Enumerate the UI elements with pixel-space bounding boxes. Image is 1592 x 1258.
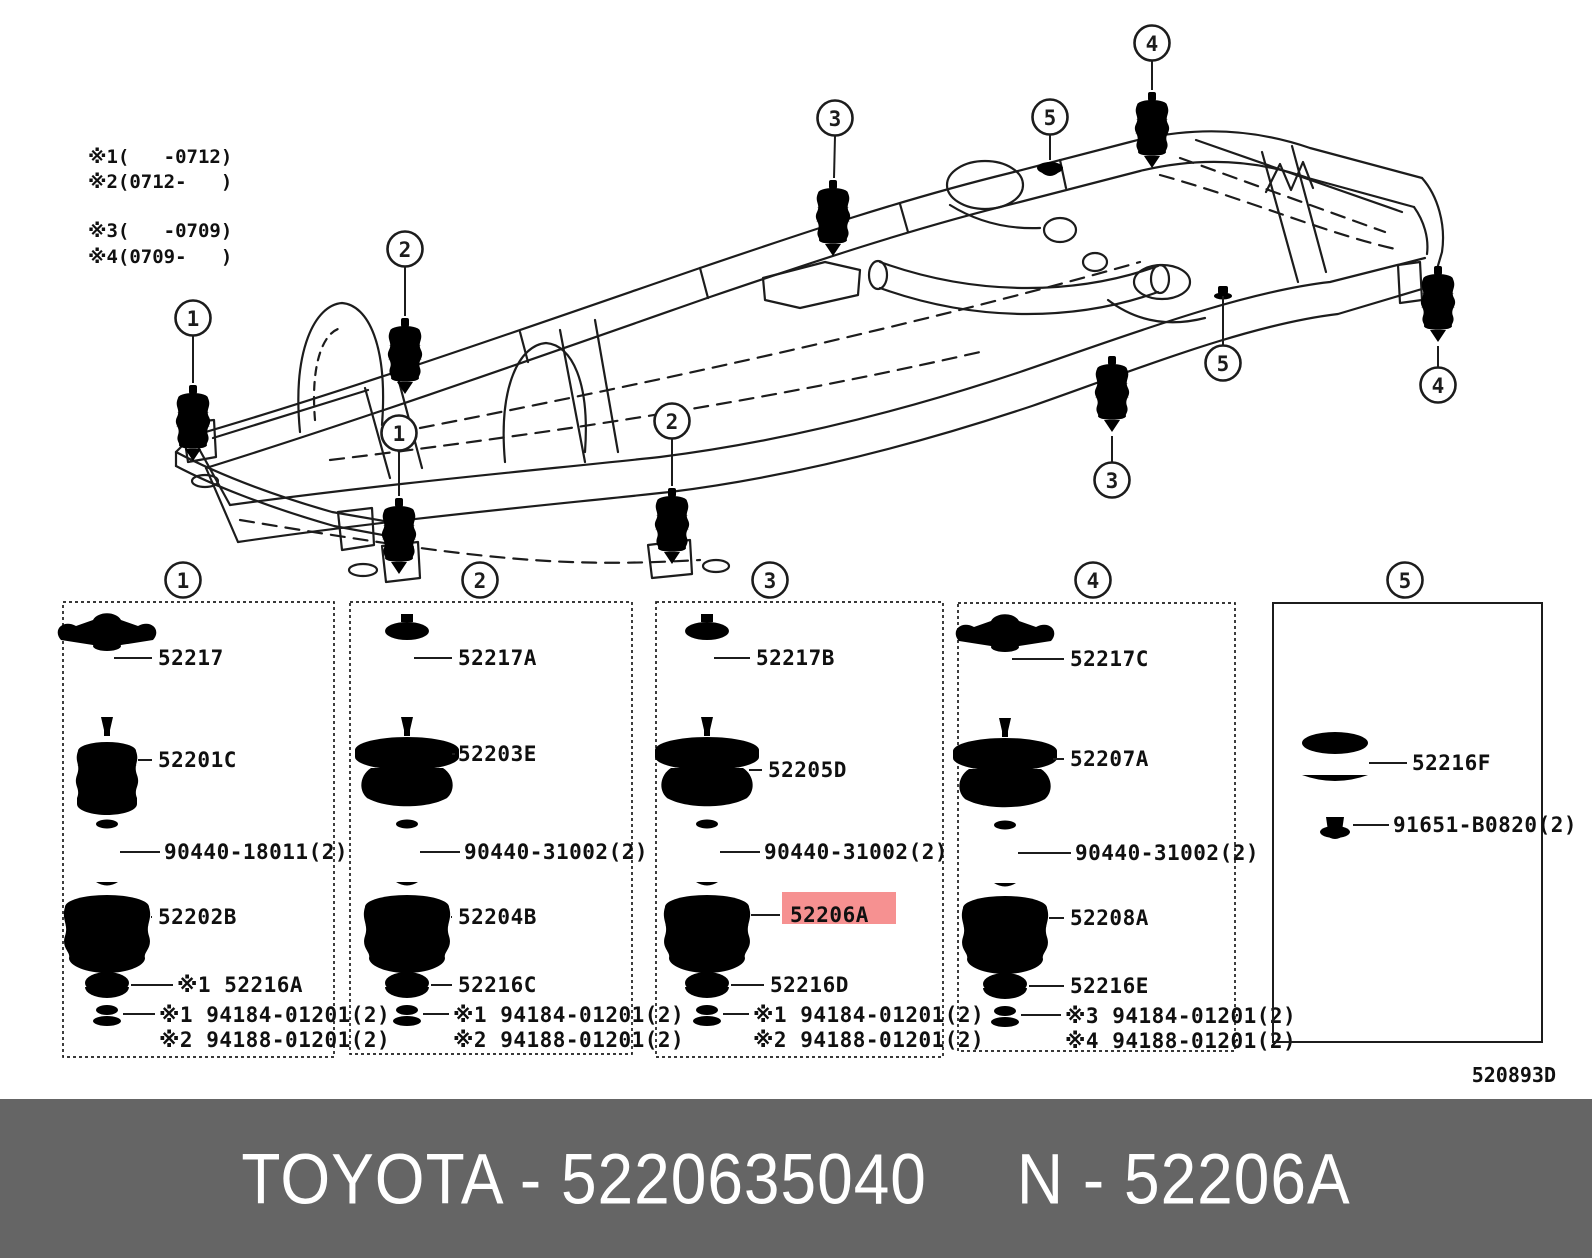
svg-text:2: 2 <box>665 410 679 434</box>
part-box-4 <box>953 603 1296 1053</box>
chassis-frame-drawing <box>176 131 1443 582</box>
box-header-3 <box>753 563 788 598</box>
part-number-label: 90440-31002(2) <box>764 840 949 864</box>
box-header-1 <box>166 563 201 598</box>
part-number-label: 52205D <box>768 758 847 782</box>
mount-symbol-icon <box>382 498 416 577</box>
banner-catalog-part-number: N - 52206A <box>1016 1138 1351 1219</box>
note-line: ※2(0712- ) <box>88 171 233 193</box>
part-number-label: 52204B <box>458 905 537 929</box>
part-box-3 <box>655 602 984 1057</box>
callout-1 <box>176 301 211 465</box>
part-drawings <box>655 614 759 1026</box>
part-number-label: 52216C <box>458 973 537 997</box>
svg-text:1: 1 <box>392 422 406 446</box>
highlighted-part-number-label: 52206A <box>790 903 869 927</box>
note-line: ※4(0709- ) <box>88 246 233 268</box>
banner-brand-part-number: TOYOTA - 5220635040 <box>241 1138 927 1219</box>
part-number-label: ※3 94184-01201(2) <box>1065 1004 1297 1028</box>
callout-2 <box>655 404 690 568</box>
callout-5 <box>1033 100 1068 177</box>
callout-3 <box>1095 356 1130 498</box>
note-line: ※1( -0712) <box>88 146 233 168</box>
part-number-label: ※2 94188-01201(2) <box>159 1028 391 1052</box>
callout-4 <box>1135 26 1170 172</box>
mount-symbol-icon <box>176 385 210 464</box>
part-number-label: 90440-31002(2) <box>1075 841 1260 865</box>
part-number-label: 90440-18011(2) <box>164 840 349 864</box>
part-number-label: 52203E <box>458 742 537 766</box>
part-number-label: 52201C <box>158 748 237 772</box>
part-number-label: 52217C <box>1070 647 1149 671</box>
svg-text:3: 3 <box>1105 469 1119 493</box>
grommet-symbol-icon <box>1037 162 1063 176</box>
part-number-label: 52216E <box>1070 974 1149 998</box>
part-number-label: 52208A <box>1070 906 1149 930</box>
box-number: 1 <box>176 569 190 593</box>
box-number: 5 <box>1398 569 1412 593</box>
svg-text:4: 4 <box>1145 32 1159 56</box>
box-header-4 <box>1076 563 1111 598</box>
mount-symbol-icon <box>1135 92 1169 171</box>
svg-text:2: 2 <box>398 238 412 262</box>
part-number-banner <box>0 1099 1592 1258</box>
part-number-label: 52217A <box>458 646 537 670</box>
part-drawings <box>355 614 459 1026</box>
mount-symbol-icon <box>1421 266 1455 345</box>
mount-symbol-icon <box>655 488 689 567</box>
part-drawings <box>953 614 1057 1027</box>
part-number-label: 91651-B0820(2) <box>1393 813 1578 837</box>
box-number: 3 <box>763 569 777 593</box>
part-box-5 <box>1273 603 1577 1042</box>
box-header-2 <box>463 563 498 598</box>
svg-text:5: 5 <box>1216 352 1230 376</box>
part-drawings <box>1302 732 1368 839</box>
part-number-label: ※4 94188-01201(2) <box>1065 1029 1297 1053</box>
box-header-5 <box>1388 563 1423 598</box>
svg-text:1: 1 <box>186 307 200 331</box>
part-number-label: 52217 <box>158 646 224 670</box>
svg-text:4: 4 <box>1431 374 1445 398</box>
part-number-label: ※1 94184-01201(2) <box>159 1003 391 1027</box>
mount-symbol-icon <box>388 318 422 397</box>
part-number-label: ※2 94188-01201(2) <box>753 1028 985 1052</box>
part-number-label: 52202B <box>158 905 237 929</box>
svg-text:3: 3 <box>828 107 842 131</box>
part-box-2 <box>350 602 684 1054</box>
part-number-label: 90440-31002(2) <box>464 840 649 864</box>
part-drawings <box>58 613 157 1026</box>
part-number-label: ※2 94188-01201(2) <box>453 1028 685 1052</box>
applicability-notes <box>88 146 232 268</box>
box-number: 2 <box>473 569 487 593</box>
part-number-label: 52216D <box>770 973 849 997</box>
part-number-label: ※1 52216A <box>177 973 304 997</box>
note-line: ※3( -0709) <box>88 220 233 242</box>
part-box-1 <box>58 602 391 1057</box>
callout-2 <box>388 232 423 398</box>
callout-4 <box>1421 266 1456 403</box>
callout-3 <box>816 101 853 260</box>
mount-symbol-icon <box>1095 356 1129 435</box>
part-number-label: ※1 94184-01201(2) <box>453 1003 685 1027</box>
part-number-label: 52216F <box>1412 751 1491 775</box>
part-number-label: 52207A <box>1070 747 1149 771</box>
svg-text:5: 5 <box>1043 106 1057 130</box>
mount-symbol-icon <box>816 180 850 259</box>
chassis-callouts <box>176 26 1456 578</box>
callout-1 <box>382 416 417 578</box>
part-number-label: 52217B <box>756 646 835 670</box>
diagram-code: 520893D <box>1471 1063 1556 1087</box>
part-number-label: ※1 94184-01201(2) <box>753 1003 985 1027</box>
box-number: 4 <box>1086 569 1100 593</box>
